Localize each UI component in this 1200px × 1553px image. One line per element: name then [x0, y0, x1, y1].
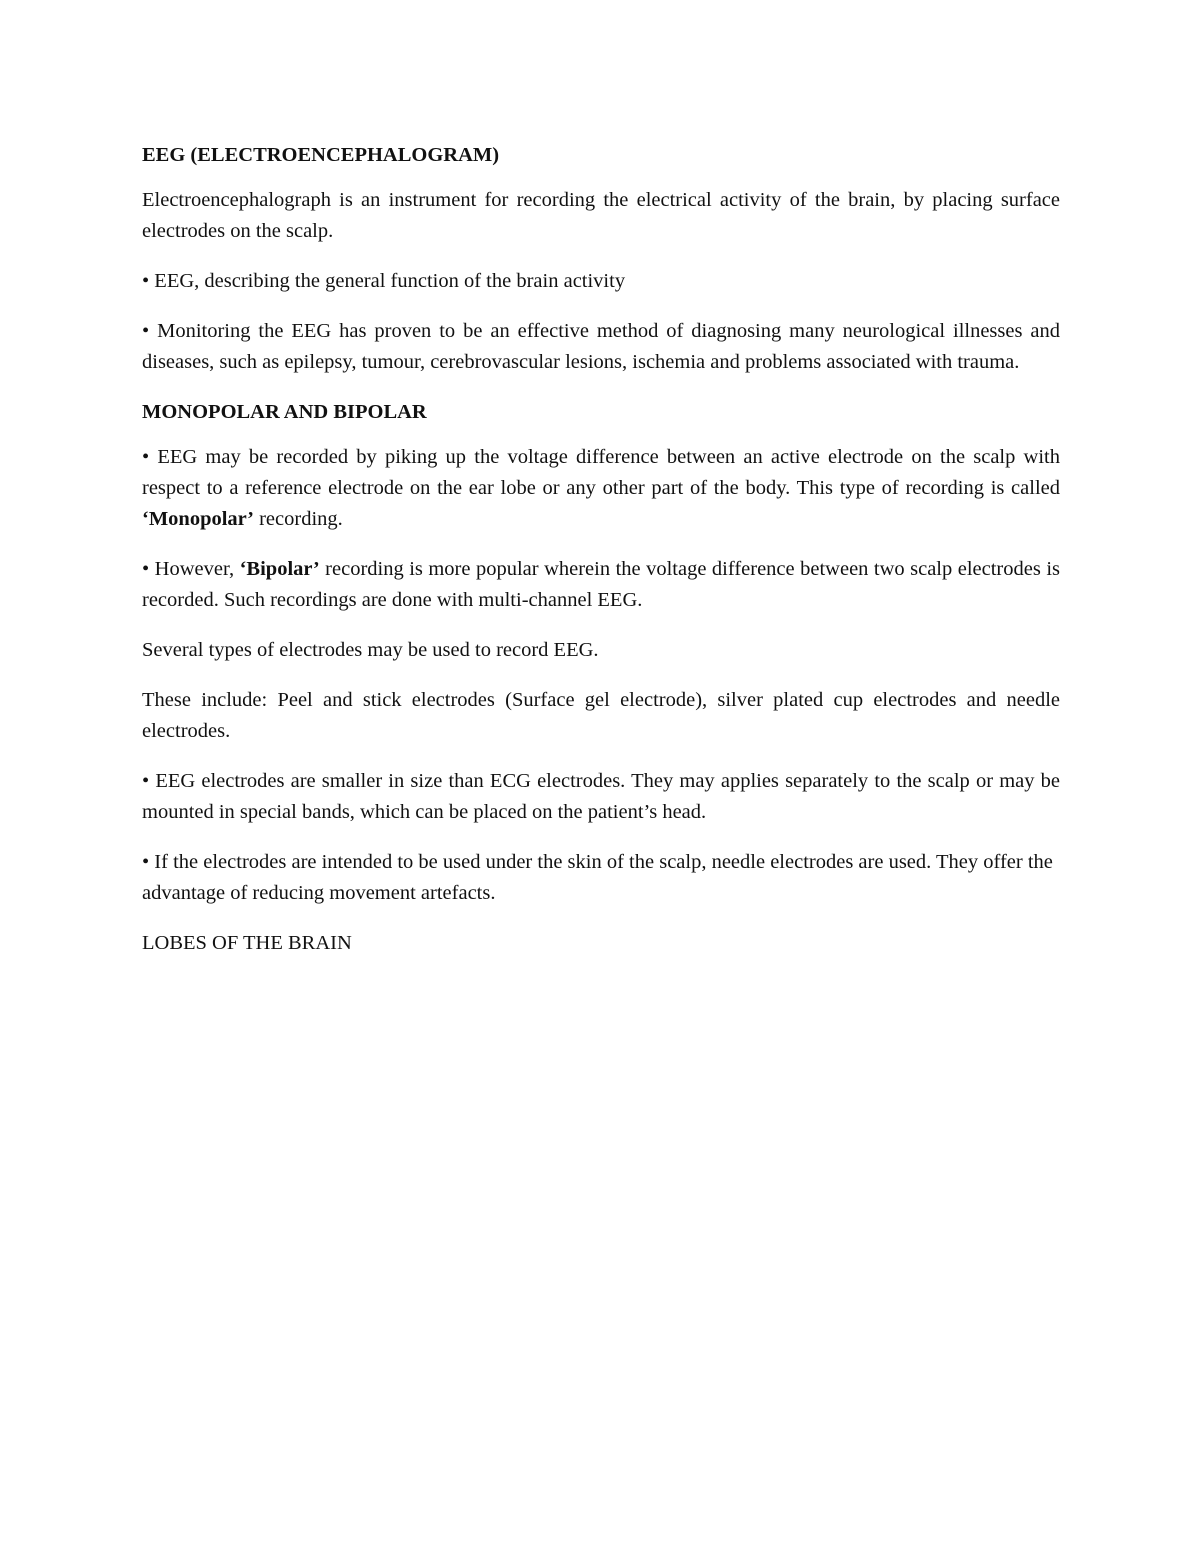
electrode-types-sentence: Several types of electrodes may be used to record EEG. — [142, 639, 599, 661]
document-page — [142, 140, 1060, 973]
bipolar-text: • However, — [142, 558, 240, 580]
bullet-monitoring: • Monitoring the EEG has proven to be an effective method of diagnosing many neurological illnesses and diseases, such as epilepsy, tumour, cerebrovascular lesions, ischemia and problems associated with trauma. — [142, 320, 1060, 373]
bipolar-paragraph — [142, 554, 1060, 616]
bipolar-text-end: recording is more popular wherein the voltage difference between two scalp electrodes is recorded. Such recordings are done with multi-channel EEG. — [142, 558, 1060, 611]
bullet-electrode-size: • EEG electrodes are smaller in size than ECG electrodes. They may applies separately to the scalp or may be mounted in special bands, which can be placed on the patient’s head. — [142, 770, 1060, 823]
monopolar-paragraph — [142, 442, 1060, 535]
bipolar-term: ‘Bipolar’ — [239, 558, 320, 580]
bullet-general-function: • EEG, describing the general function of the brain activity — [142, 270, 626, 292]
monopolar-text: • EEG may be recorded by piking up the voltage difference between an active electrode on the scalp with respect to a reference electrode on the ear lobe or any other part of the body. This type of recording is called — [142, 446, 1060, 499]
document-title: EEG (ELECTROENCEPHALOGRAM) — [142, 144, 500, 166]
intro-paragraph: Electroencephalograph is an instrument for recording the electrical activity of the brain, by placing surface electrodes on the scalp. — [142, 189, 1060, 242]
monopolar-text-end: recording. — [253, 508, 343, 530]
bullet-needle-electrodes: • If the electrodes are intended to be used under the skin of the scalp, needle electrodes are used. They offer the advantage of reducing movement artefacts. — [142, 851, 1053, 904]
section-heading-monopolar-bipolar: MONOPOLAR AND BIPOLAR — [142, 401, 427, 423]
electrode-types-list: These include: Peel and stick electrodes (Surface gel electrode), silver plated cup electrodes and needle electrodes. — [142, 689, 1060, 742]
monopolar-term: ‘Monopolar’ — [142, 508, 254, 530]
section-heading-lobes: LOBES OF THE BRAIN — [142, 932, 352, 954]
